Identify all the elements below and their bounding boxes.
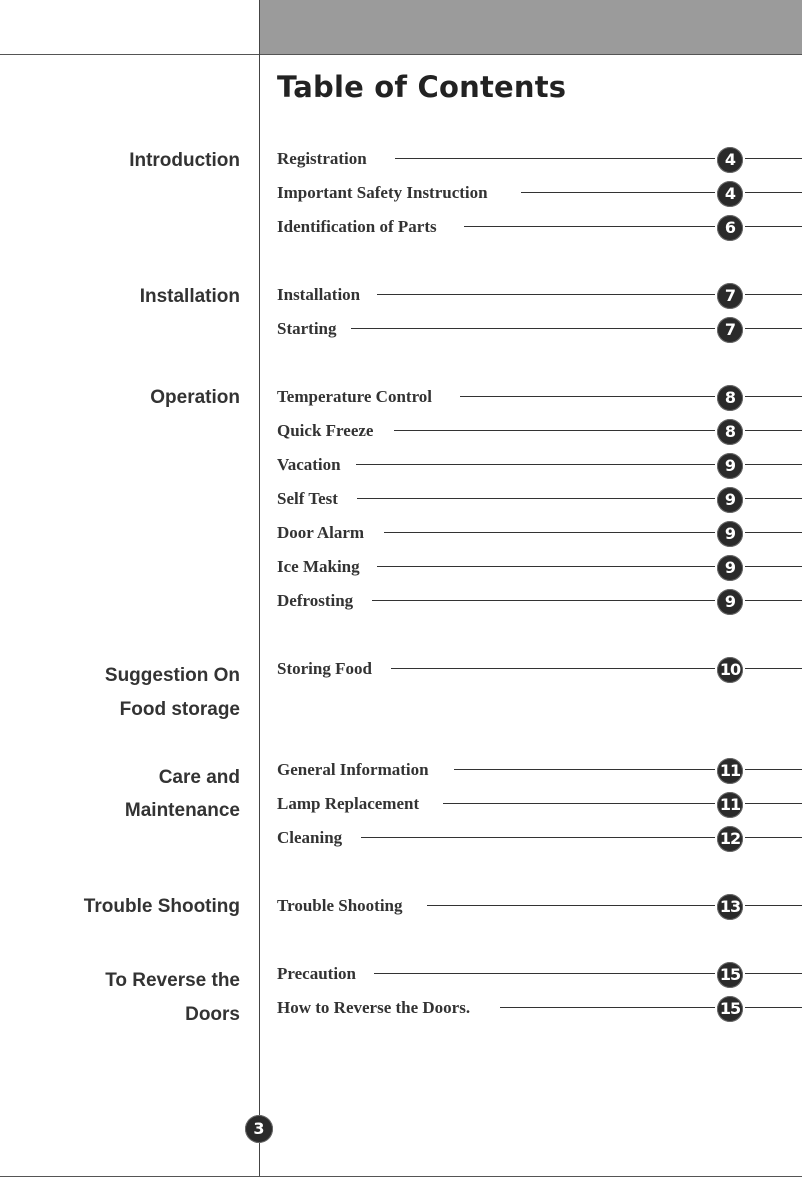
page-badge: 9: [717, 521, 743, 547]
section-label-line: Installation: [139, 286, 240, 307]
leader-tail: [745, 464, 802, 465]
toc-entry[interactable]: [277, 794, 802, 818]
leader-tail: [745, 769, 802, 770]
toc-entry[interactable]: [277, 998, 802, 1022]
leader-line: [351, 328, 715, 329]
toc-entry[interactable]: [277, 319, 802, 343]
leader-tail: [745, 192, 802, 193]
leader-line: [374, 973, 715, 974]
section-label-food-storage: [105, 659, 240, 727]
section-label-introduction: [129, 150, 240, 172]
page-badge: 11: [717, 792, 743, 818]
toc-entry[interactable]: [277, 149, 802, 173]
page-badge: 15: [717, 962, 743, 988]
leader-tail: [745, 328, 802, 329]
leader-tail: [745, 532, 802, 533]
leader-line: [394, 430, 715, 431]
section-label-line: Care and: [158, 767, 240, 788]
section-label-line: Introduction: [129, 150, 240, 171]
header-rule: [0, 54, 802, 55]
toc-entry[interactable]: [277, 828, 802, 852]
toc-entry-text: Lamp Replacement: [277, 794, 420, 813]
page-badge: 9: [717, 453, 743, 479]
section-label-trouble-shooting: [84, 896, 240, 918]
toc-entry[interactable]: [277, 760, 802, 784]
page-number-badge: 3: [245, 1115, 273, 1143]
leader-tail: [745, 430, 802, 431]
leader-line: [384, 532, 715, 533]
toc-entry-text: Cleaning: [277, 828, 343, 847]
page-badge: 6: [717, 215, 743, 241]
page-badge: 9: [717, 555, 743, 581]
section-label-line: Suggestion On: [104, 665, 240, 686]
leader-tail: [745, 226, 802, 227]
leader-tail: [745, 294, 802, 295]
page-title: Table of Contents: [277, 70, 567, 104]
toc-entry-text: Precaution: [277, 964, 357, 983]
leader-line: [521, 192, 715, 193]
header-bar: [260, 0, 802, 54]
toc-entry-text: Registration: [277, 149, 367, 168]
toc-entry-text: Vacation: [277, 455, 341, 474]
page-badge: 13: [717, 894, 743, 920]
leader-tail: [745, 803, 802, 804]
section-label-line: To Reverse the: [105, 970, 240, 991]
section-label-reverse-doors: [105, 964, 240, 1032]
toc-entry[interactable]: [277, 964, 802, 988]
leader-line: [357, 498, 715, 499]
section-label-care: [125, 761, 240, 827]
leader-line: [356, 464, 715, 465]
leader-line: [361, 837, 715, 838]
toc-entry-text: How to Reverse the Doors.: [277, 998, 471, 1017]
toc-entry[interactable]: [277, 183, 802, 207]
leader-line: [372, 600, 715, 601]
leader-tail: [745, 905, 802, 906]
toc-entry-text: Installation: [277, 285, 361, 304]
section-label-line: Operation: [150, 387, 240, 408]
leader-line: [377, 566, 715, 567]
toc-entry-text: Identification of Parts: [277, 217, 437, 236]
leader-tail: [745, 498, 802, 499]
leader-line: [427, 905, 715, 906]
toc-entry[interactable]: [277, 557, 802, 581]
toc-entry[interactable]: [277, 421, 802, 445]
page-badge: 4: [717, 147, 743, 173]
page-badge: 9: [717, 589, 743, 615]
leader-tail: [745, 566, 802, 567]
leader-line: [377, 294, 715, 295]
section-label-installation: [140, 286, 240, 308]
section-label-operation: [150, 387, 240, 409]
page-badge: 7: [717, 317, 743, 343]
leader-line: [454, 769, 715, 770]
toc-entry[interactable]: [277, 455, 802, 479]
toc-entry-text: Trouble Shooting: [277, 896, 403, 915]
leader-tail: [745, 837, 802, 838]
column-divider: [259, 0, 260, 1177]
leader-tail: [745, 668, 802, 669]
page-badge: 11: [717, 758, 743, 784]
toc-entry[interactable]: [277, 896, 802, 920]
toc-entry[interactable]: [277, 659, 802, 683]
section-label-line: Food storage: [119, 699, 240, 720]
section-label-line: Maintenance: [124, 800, 240, 821]
toc-entry[interactable]: [277, 591, 802, 615]
toc-entry-text: Ice Making: [277, 557, 360, 576]
toc-entry-text: Storing Food: [277, 659, 372, 678]
toc-entry[interactable]: [277, 523, 802, 547]
leader-line: [464, 226, 715, 227]
page-badge: 8: [717, 385, 743, 411]
leader-tail: [745, 1007, 802, 1008]
leader-line: [460, 396, 715, 397]
page-badge: 4: [717, 181, 743, 207]
toc-entry[interactable]: [277, 217, 802, 241]
leader-line: [395, 158, 715, 159]
leader-line: [500, 1007, 715, 1008]
leader-line: [391, 668, 715, 669]
toc-entry[interactable]: [277, 489, 802, 513]
page-badge: 7: [717, 283, 743, 309]
leader-tail: [745, 396, 802, 397]
page-badge: 9: [717, 487, 743, 513]
toc-entry-text: Door Alarm: [277, 523, 365, 542]
leader-tail: [745, 600, 802, 601]
toc-entry-text: Quick Freeze: [277, 421, 374, 440]
page-badge: 8: [717, 419, 743, 445]
section-label-line: Doors: [185, 1004, 240, 1025]
page-badge: 12: [717, 826, 743, 852]
leader-tail: [745, 973, 802, 974]
toc-entry-text: Defrosting: [277, 591, 354, 610]
toc-entry[interactable]: [277, 387, 802, 411]
toc-entry-text: Starting: [277, 319, 337, 338]
toc-entry[interactable]: [277, 285, 802, 309]
leader-tail: [745, 158, 802, 159]
toc-entry-text: Self Test: [277, 489, 338, 508]
toc-entry-text: Important Safety Instruction: [277, 183, 488, 202]
section-label-line: Trouble Shooting: [83, 896, 240, 917]
toc-entry-text: General Information: [277, 760, 429, 779]
toc-entry-text: Temperature Control: [277, 387, 433, 406]
leader-line: [443, 803, 715, 804]
page-badge: 10: [717, 657, 743, 683]
page-badge: 15: [717, 996, 743, 1022]
